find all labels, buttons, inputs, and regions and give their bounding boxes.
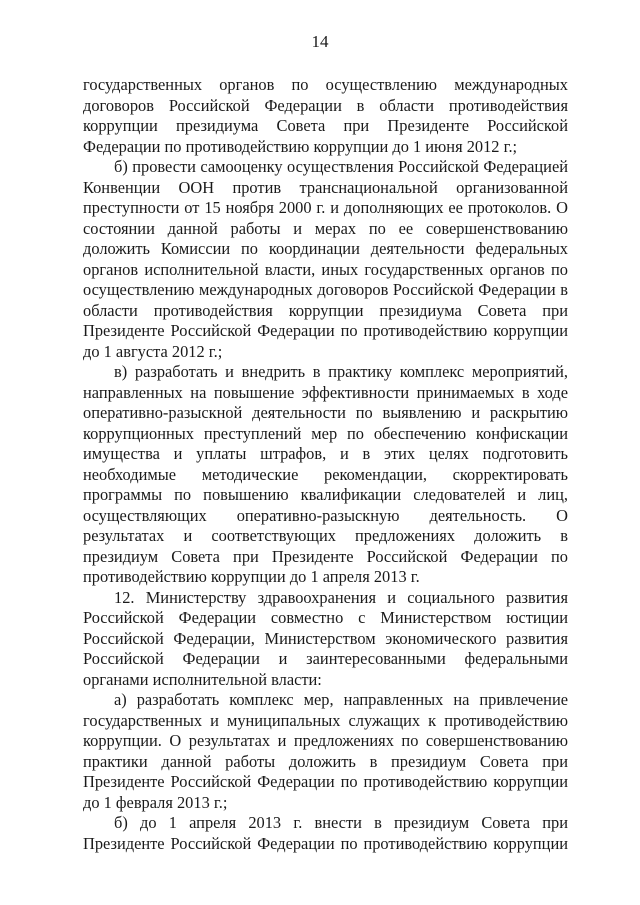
paragraph-section-12 xyxy=(83,588,568,691)
text-line: в) разработать и внедрить в практику комплекс мероприятий, xyxy=(114,362,568,381)
text-line: до 1 августа 2012 г.; xyxy=(83,341,223,361)
paragraph-item-v-measures xyxy=(83,362,568,588)
text-line: Президенте Российской Федерации по противодействию коррупции xyxy=(83,321,568,340)
text-line: Конвенции ООН против транснациональной организованной xyxy=(83,177,568,197)
paragraph-item-a-measures xyxy=(83,690,568,813)
text-line: Президенте Российской Федерации по противодействию коррупции xyxy=(83,546,568,586)
page-number: 14 xyxy=(311,32,329,51)
text-line: органами исполнительной власти: xyxy=(83,669,322,689)
text-line: программы по повышению квалификации следователей и лиц, xyxy=(83,485,568,504)
text-line: имущества и уплаты штрафов, и в этих целях подготовить xyxy=(83,444,568,463)
text-line: коррупционных преступлений мер по обеспечению конфискации xyxy=(83,423,568,443)
text-line: до 1 апреля 2013 г. xyxy=(289,567,420,586)
text-line: коррупции. О результатах и предложениях по совершенствованию xyxy=(83,731,568,750)
text-line: О состоянии данной работы и мерах по ее совершенствованию xyxy=(83,198,568,238)
text-line: Российской Федерации, Министерством экономического развития xyxy=(83,628,568,648)
text-line: Президенте Российской Федерации по противодействию коррупции xyxy=(83,833,568,853)
paragraph-continuation xyxy=(83,75,568,157)
text-line: преступности от 15 ноября 2000 г. и дополняющих ее протоколов. xyxy=(83,198,552,217)
paragraph-item-b-self-assessment xyxy=(83,157,568,362)
text-line: б) до 1 апреля 2013 г. внести в президиум Совета при xyxy=(114,813,568,832)
text-line: государственных и муниципальных служащих к противодействию xyxy=(83,710,568,730)
text-line: осуществлению международных договоров Российской Федерации в xyxy=(83,280,568,299)
text-line: Президенте Российской Федерации по противодействию коррупции xyxy=(83,772,568,791)
text-line: направленных на повышение эффективности принимаемых в ходе xyxy=(83,382,568,402)
text-line: договоров Российской Федерации в области противодействия xyxy=(83,95,568,115)
text-line: до 1 февраля 2013 г.; xyxy=(83,792,228,812)
document-body xyxy=(83,75,568,854)
text-line: органов исполнительной власти, иных государственных органов по xyxy=(83,259,568,279)
text-line: оперативно-разыскной деятельности по выявлению и раскрытию xyxy=(83,403,568,422)
text-line: доложить Комиссии по координации деятельности федеральных xyxy=(83,239,568,258)
text-line: Российской Федерации и заинтересованными федеральными xyxy=(83,649,568,668)
text-line: б) провести самооценку осуществления Российской Федерацией xyxy=(114,157,568,176)
text-line: 12. Министерству здравоохранения и социального развития xyxy=(114,587,568,607)
text-line: а) разработать комплекс мер, направленных на привлечение xyxy=(114,690,568,709)
text-line: необходимые методические рекомендации, скорректировать xyxy=(83,464,568,484)
text-line: Федерации по противодействию коррупции до 1 июня 2012 г.; xyxy=(83,136,518,156)
text-line: области противодействия коррупции президиума Совета при xyxy=(83,300,568,320)
text-line: и соответствующих предложениях доложить в президиум Совета при xyxy=(83,526,568,566)
text-line: осуществляющих оперативно-разыскную деятельность. О результатах xyxy=(83,505,568,545)
text-line: коррупции президиума Совета при Президенте Российской xyxy=(83,116,568,135)
text-line: Российской Федерации совместно с Министерством юстиции xyxy=(83,608,568,627)
paragraph-item-b-submit xyxy=(83,813,568,854)
text-line: государственных органов по осуществлению международных xyxy=(83,75,568,94)
text-line: практики данной работы доложить в президиум Совета при xyxy=(83,751,568,771)
